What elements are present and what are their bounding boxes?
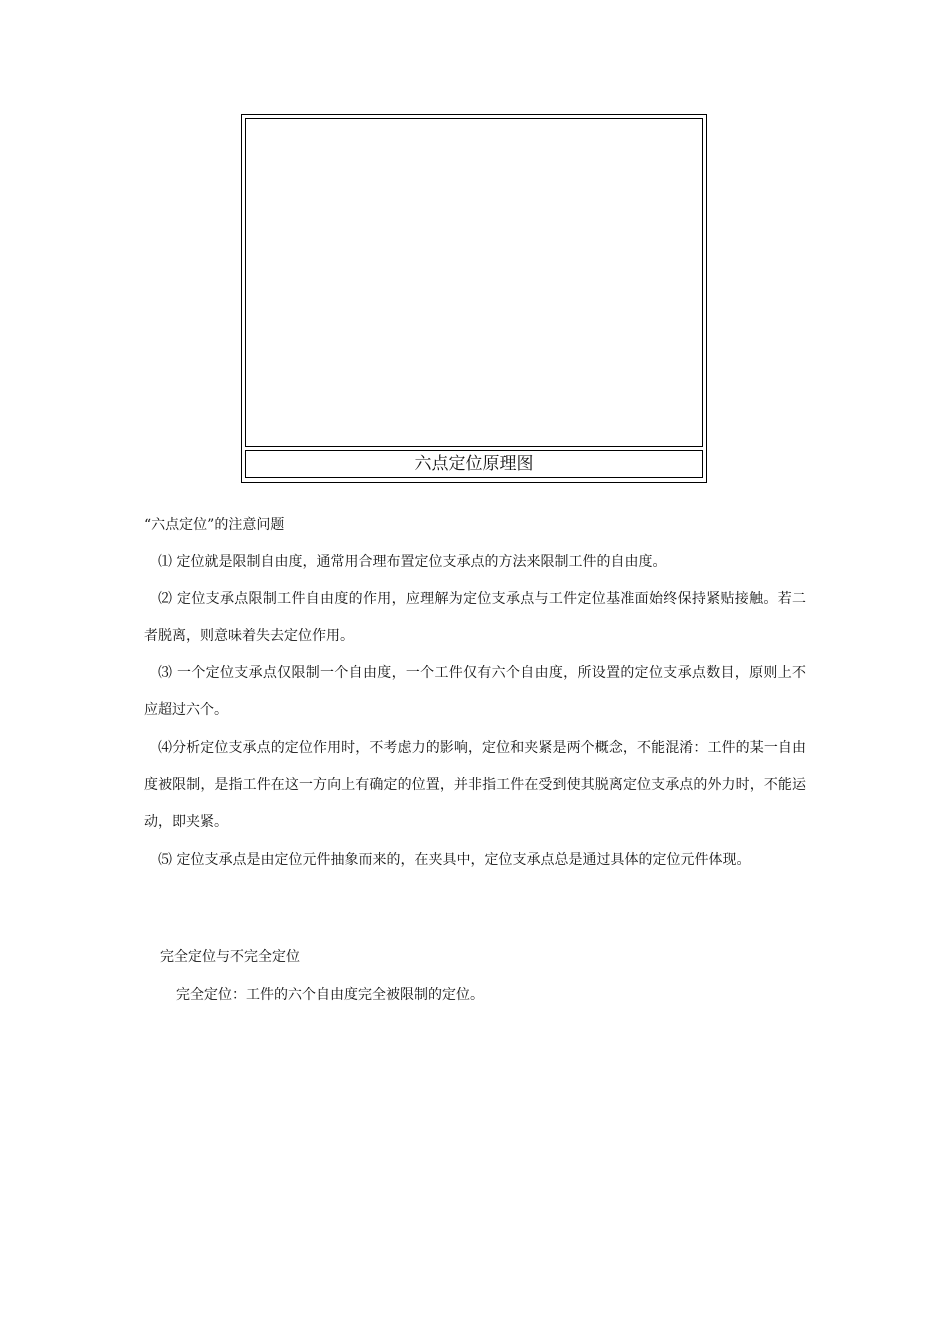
note-item-5: ⑸ 定位支承点是由定位元件抽象而来的，在夹具中，定位支承点总是通过具体的定位元件体现。 <box>158 852 751 868</box>
note-item-3: ⑶ 一个定位支承点仅限制一个自由度，一个工件仅有六个自由度，所设置的定位支承点数目，原则上不应超过六个。 <box>144 665 806 718</box>
figure-caption: 六点定位原理图 <box>245 450 703 478</box>
section-heading-complete-positioning: 完全定位与不完全定位 <box>160 949 300 965</box>
section-heading-notes: “六点定位”的注意问题 <box>144 517 285 533</box>
definition-complete-positioning: 完全定位：工件的六个自由度完全被限制的定位。 <box>176 987 484 1003</box>
figure-frame <box>241 114 707 483</box>
note-item-4: ⑷分析定位支承点的定位作用时，不考虑力的影响，定位和夹紧是两个概念，不能混淆：工件的某一自由度被限制，是指工件在这一方向上有确定的位置，并非指工件在受到使其脱离定位支承点的外力时，不能运动，即夹紧。 <box>144 740 806 830</box>
note-item-2: ⑵ 定位支承点限制工件自由度的作用，应理解为定位支承点与工件定位基准面始终保持紧贴接触。若二者脱离，则意味着失去定位作用。 <box>144 591 806 644</box>
figure-image-area <box>245 118 703 447</box>
note-item-1: ⑴ 定位就是限制自由度，通常用合理布置定位支承点的方法来限制工件的自由度。 <box>158 554 667 570</box>
